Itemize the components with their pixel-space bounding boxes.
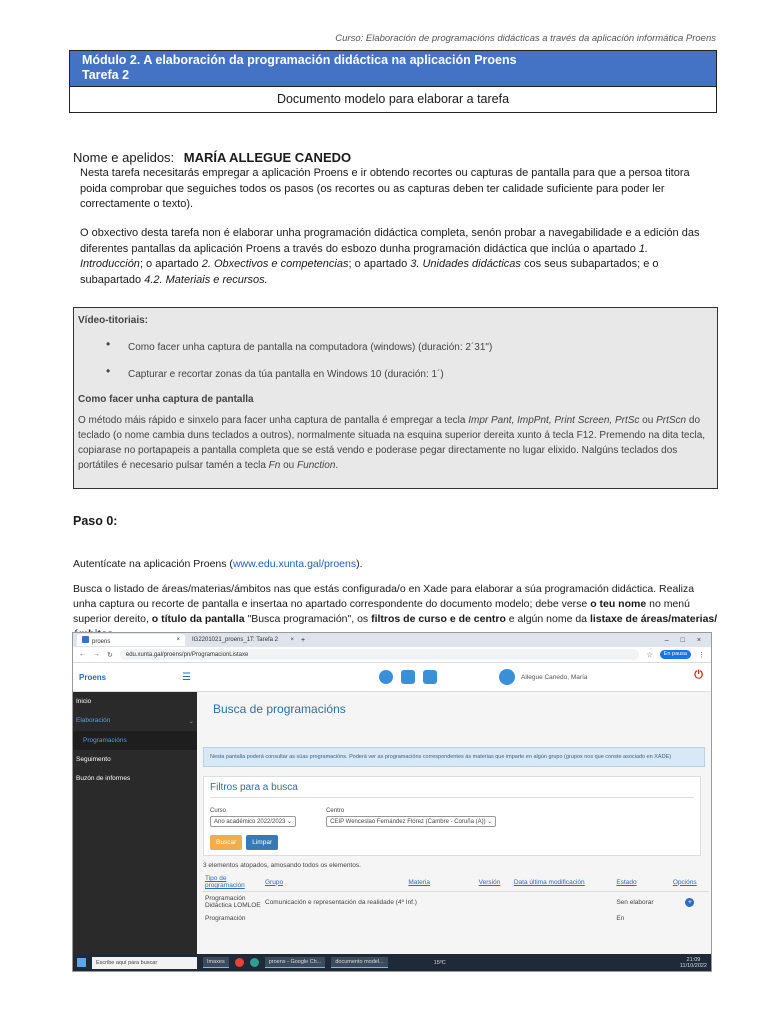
col-grupo[interactable]: Grupo <box>263 873 362 892</box>
app-topbar <box>197 663 711 692</box>
power-icon[interactable]: ⏻ <box>694 669 703 681</box>
centro-label: Centro <box>326 808 345 814</box>
sidebar <box>73 663 197 956</box>
col-opcions: Opcións <box>671 873 709 892</box>
close-icon[interactable]: × <box>176 637 180 643</box>
student-name: MARÍA ALLEGUE CANEDO <box>183 150 352 165</box>
close-icon[interactable]: × <box>290 637 294 643</box>
video-item-1[interactable]: • Como facer unha captura de pantalla na computadora (windows) (duración: 2´31") <box>106 337 493 353</box>
info-box: Nesta pantalla poderá consultar as súas programacións. Poderá ver as programacións correspondentes ás materias que imparte en algún grupo (grupos nos que conste asociado en XADE) <box>203 747 705 767</box>
name-label: Nome e apelidos: <box>73 150 175 165</box>
back-icon[interactable]: ← <box>79 651 86 658</box>
tab-tarefa[interactable]: IG2201021_proens_1T: Tarefa 2 × <box>192 637 294 643</box>
sidebar-item-seguimento[interactable]: Seguimento <box>76 756 111 763</box>
star-icon[interactable]: ☆ <box>646 651 653 659</box>
search-button[interactable]: Buscar <box>210 835 242 850</box>
video-item-2[interactable]: • Capturar e recortar zonas da túa pantalla en Windows 10 (duración: 1´) <box>106 364 444 380</box>
bullet-icon: • <box>106 337 111 351</box>
hamburger-icon[interactable]: ☰ <box>182 671 191 683</box>
taskbar-search[interactable]: Escribe aquí para buscar <box>92 957 197 969</box>
step-title: Paso 0: <box>73 514 118 528</box>
search-instruction: Busca o listado de áreas/materias/ámbitos nas que estás configurada/o en Xade para elaborar a súa programación didáctica. Realiza unha captura ou recorte de pantalla e insertaa no apartado correspondente do documento modelo; debe verse o teu nome no menú superior dereito, o título da pantalla "Busca programación", os filtros de curso e de centro e algún nome da listaxe de áreas/materias/ <box>73 583 718 625</box>
minimize-icon[interactable]: – <box>664 636 669 644</box>
address-bar <box>73 647 711 663</box>
sidebar-item-programacions[interactable]: Programacións <box>73 731 197 750</box>
results-count: 3 elementos atopados, amosando todos os elementos. <box>203 862 361 869</box>
proens-screenshot <box>72 632 712 972</box>
forward-icon[interactable]: → <box>93 651 100 658</box>
proens-link[interactable]: www.edu.xunta.gal/proens <box>232 558 357 570</box>
proens-app <box>73 663 711 956</box>
col-version[interactable]: Versión <box>477 873 512 892</box>
col-estado[interactable]: Estado <box>614 873 670 892</box>
video-tutorials-box <box>73 307 718 489</box>
module-title: Módulo 2. A elaboración da programación didáctica na aplicación Proens <box>82 53 517 67</box>
title-table <box>69 50 717 113</box>
curso-label: Curso <box>210 808 227 814</box>
intro-paragraph-2: O obxectivo desta tarefa non é elaborar unha programación didáctica completa, senón probar a navegabilidade e a edición das diferentes pantallas da aplicación Proens a través do esbozo dunha programación didáctica que inclúa o apartado 1. Introducción; o apartado 2. Obxectivos e competencias; o apartado 3. Unidades didácticas cos seus subapartados; e o subapartado 4.2. Materiais e recursos. <box>80 227 700 286</box>
maximize-icon[interactable]: □ <box>680 636 685 644</box>
edge-icon[interactable] <box>250 958 259 967</box>
balance-icon[interactable] <box>401 670 415 684</box>
avatar <box>499 669 515 685</box>
results-table <box>203 873 709 925</box>
user-name: Allegue Canedo, María <box>521 673 588 681</box>
sidebar-item-inicio[interactable]: Inicio <box>76 698 92 705</box>
profile-pause-badge[interactable]: En pausa <box>660 650 691 659</box>
centro-select[interactable]: CEIP Wenceslao Fernández Flórez (Cambre - Coruña (A)) ⌄ <box>326 816 496 827</box>
task-title: Tarefa 2 <box>82 68 130 82</box>
video-heading: Vídeo-titoriais: <box>78 315 149 326</box>
proens-favicon-icon <box>82 636 89 643</box>
col-materia[interactable]: Materia <box>362 873 477 892</box>
tab-proens[interactable]: proens × <box>77 634 185 646</box>
bullet-icon: • <box>106 364 111 378</box>
col-tipo[interactable]: Tipo de programación <box>203 873 263 892</box>
name-line <box>73 150 351 165</box>
filters-panel <box>203 776 701 856</box>
windows-taskbar <box>73 954 711 971</box>
reload-icon[interactable]: ↻ <box>107 651 113 659</box>
windows-start-icon[interactable] <box>77 958 86 967</box>
taskbar-app-chrome[interactable]: proens - Google Ch... <box>265 957 326 968</box>
how-text: O método máis rápido e sinxelo para facer unha captura de pantalla é empregar a tecla Impr Pant, ImpPnt, Print Screen, PrtSc ou PrtScn do teclado (o nome cambia duns teclados a outros), normalmente situada na esquina superior dereita xunto á tecla F12. Premendo na dita tecla, copiarase no portapapeis a pantalla completa que se está vendo e poderase pegar directamente no lugar elixido. Nalgúns teclados dos portátiles é necesario pulsar tamén a tecla Fn ou Function. <box>78 415 706 471</box>
close-window-icon[interactable]: × <box>696 636 701 644</box>
inbox-icon[interactable] <box>423 670 437 684</box>
add-icon[interactable]: + <box>685 898 694 907</box>
main-content <box>197 663 711 956</box>
taskbar-app-imaxes[interactable]: Imaxes <box>203 957 229 968</box>
sidebar-item-buzon[interactable]: Buzón de informes <box>76 775 131 782</box>
table-row: Programación Didáctica LOMLOE Comunicación e representación da realidade (4º Inf.) Sen elaborar + <box>203 892 709 913</box>
auth-instruction: Autentícate na aplicación Proens (www.edu.xunta.gal/proens). <box>73 558 363 570</box>
chevron-down-icon: ⌄ <box>188 718 194 725</box>
taskbar-app-word[interactable]: documento model... <box>331 957 387 968</box>
table-row: Programación En <box>205 915 625 922</box>
new-tab-icon[interactable]: + <box>301 636 306 644</box>
how-heading: Como facer unha captura de pantalla <box>78 394 254 405</box>
document-subtitle: Documento modelo para elaborar a tarefa <box>276 92 510 106</box>
user-menu[interactable] <box>499 669 588 685</box>
browser-tabbar <box>73 633 711 647</box>
page-title: Busca de programacións <box>213 702 346 716</box>
brand-logo[interactable]: Proens <box>79 672 107 682</box>
filters-title: Filtros para a busca <box>210 782 694 798</box>
course-header: Curso: Elaboración de programacións didácticas a través da aplicación informática Proens <box>335 33 716 44</box>
sidebar-item-elaboracion[interactable]: Elaboración ⌄ <box>76 717 194 725</box>
col-data[interactable]: Data última modificación <box>512 873 614 892</box>
taskbar-clock[interactable]: 21:09 11/10/2022 <box>679 956 707 969</box>
clear-button[interactable]: Limpar <box>246 835 278 850</box>
chrome-icon[interactable] <box>235 958 244 967</box>
intro-paragraph-1: Nesta tarefa necesitarás empregar a aplicación Proens e ir obtendo recortes ou capturas de pantalla para que a persoa titora poida comprobar que seguiches todos os pasos (os recortes ou as capturas deben ter calidade suficiente para poder ler correctamente o texto). <box>80 167 690 210</box>
menu-dots-icon[interactable]: ⋮ <box>698 651 705 659</box>
url-input[interactable]: edu.xunta.gal/proens/pn/ProgramacionListaxe <box>120 649 640 660</box>
accessibility-icon[interactable] <box>379 670 393 684</box>
weather-temp[interactable]: 15ºC <box>433 959 446 966</box>
curso-select[interactable]: Ano académico 2022/2023 ⌄ <box>210 816 296 827</box>
module-title-row <box>70 51 716 87</box>
